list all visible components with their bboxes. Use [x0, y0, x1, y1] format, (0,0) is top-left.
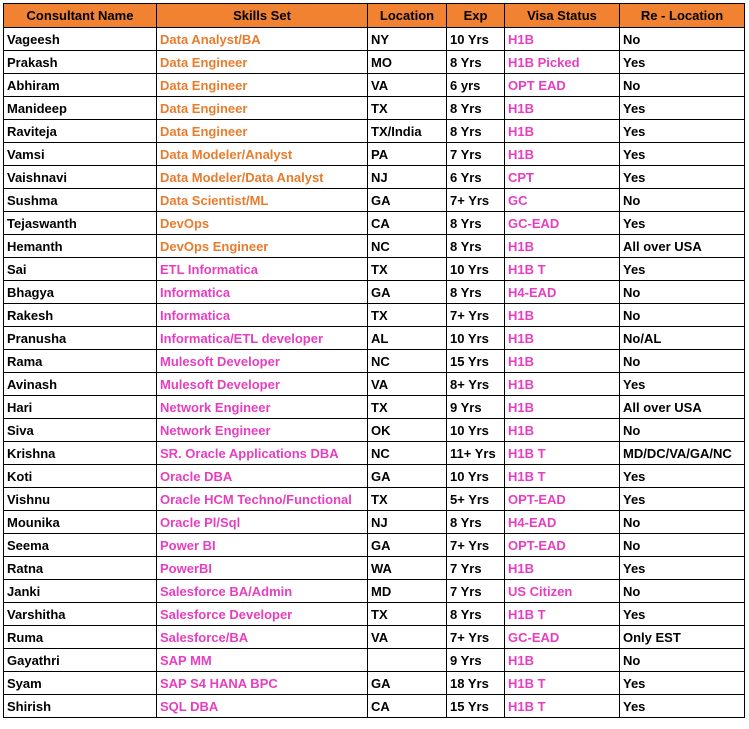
exp-cell[interactable]: 8+ Yrs	[447, 373, 505, 396]
table-row	[4, 51, 745, 74]
relocation-cell[interactable]: Yes	[620, 695, 745, 718]
relocation-cell[interactable]: Yes	[620, 166, 745, 189]
table-row	[4, 649, 745, 672]
table-row	[4, 304, 745, 327]
visa-status-cell[interactable]: H1B	[505, 350, 620, 373]
skill-cell[interactable]: Salesforce BA/Admin	[157, 580, 368, 603]
name-cell[interactable]: Rakesh	[4, 304, 157, 327]
name-cell[interactable]: Syam	[4, 672, 157, 695]
location-cell[interactable]: WA	[368, 557, 447, 580]
exp-cell[interactable]: 5+ Yrs	[447, 488, 505, 511]
table-row	[4, 557, 745, 580]
location-cell[interactable]: GA	[368, 465, 447, 488]
name-cell[interactable]: Gayathri	[4, 649, 157, 672]
header-consultant-name[interactable]: Consultant Name	[4, 4, 157, 28]
visa-status-cell[interactable]: H1B T	[505, 442, 620, 465]
skill-cell[interactable]: Oracle HCM Techno/Functional	[157, 488, 368, 511]
location-cell[interactable]: CA	[368, 695, 447, 718]
visa-status-cell[interactable]: GC-EAD	[505, 212, 620, 235]
table-row	[4, 212, 745, 235]
location-cell[interactable]: TX	[368, 97, 447, 120]
skill-cell[interactable]: DevOps Engineer	[157, 235, 368, 258]
header-row	[4, 4, 745, 28]
location-cell[interactable]: MD	[368, 580, 447, 603]
skill-cell[interactable]: Data Modeler/Analyst	[157, 143, 368, 166]
table-row	[4, 488, 745, 511]
location-cell[interactable]: CA	[368, 212, 447, 235]
exp-cell[interactable]: 8 Yrs	[447, 212, 505, 235]
location-cell[interactable]: NC	[368, 442, 447, 465]
skill-cell[interactable]: Salesforce/BA	[157, 626, 368, 649]
skill-cell[interactable]: Data Modeler/Data Analyst	[157, 166, 368, 189]
name-cell[interactable]: Pranusha	[4, 327, 157, 350]
header-visa-status[interactable]: Visa Status	[505, 4, 620, 28]
name-cell[interactable]: Manideep	[4, 97, 157, 120]
exp-cell[interactable]: 7 Yrs	[447, 557, 505, 580]
name-cell[interactable]: Siva	[4, 419, 157, 442]
relocation-cell[interactable]: Yes	[620, 51, 745, 74]
table-row	[4, 166, 745, 189]
table-row	[4, 350, 745, 373]
name-cell[interactable]: Raviteja	[4, 120, 157, 143]
name-cell[interactable]: Vamsi	[4, 143, 157, 166]
location-cell[interactable]: TX	[368, 488, 447, 511]
exp-cell[interactable]: 6 yrs	[447, 74, 505, 97]
name-cell[interactable]: Janki	[4, 580, 157, 603]
relocation-cell[interactable]: Yes	[620, 603, 745, 626]
location-cell[interactable]: PA	[368, 143, 447, 166]
location-cell[interactable]: MO	[368, 51, 447, 74]
exp-cell[interactable]: 7 Yrs	[447, 580, 505, 603]
skill-cell[interactable]: Informatica	[157, 304, 368, 327]
table-row	[4, 97, 745, 120]
relocation-cell[interactable]: No	[620, 511, 745, 534]
exp-cell[interactable]: 7+ Yrs	[447, 626, 505, 649]
visa-status-cell[interactable]: H1B T	[505, 465, 620, 488]
location-cell[interactable]: VA	[368, 74, 447, 97]
visa-status-cell[interactable]: US Citizen	[505, 580, 620, 603]
location-cell[interactable]: NJ	[368, 511, 447, 534]
table-row	[4, 626, 745, 649]
name-cell[interactable]: Seema	[4, 534, 157, 557]
name-cell[interactable]: Mounika	[4, 511, 157, 534]
exp-cell[interactable]: 10 Yrs	[447, 465, 505, 488]
name-cell[interactable]: Vageesh	[4, 28, 157, 51]
visa-status-cell[interactable]: GC	[505, 189, 620, 212]
relocation-cell[interactable]: All over USA	[620, 235, 745, 258]
visa-status-cell[interactable]: GC-EAD	[505, 626, 620, 649]
name-cell[interactable]: Vaishnavi	[4, 166, 157, 189]
name-cell[interactable]: Krishna	[4, 442, 157, 465]
skill-cell[interactable]: Mulesoft Developer	[157, 350, 368, 373]
visa-status-cell[interactable]: H1B	[505, 143, 620, 166]
header-exp[interactable]: Exp	[447, 4, 505, 28]
exp-cell[interactable]: 18 Yrs	[447, 672, 505, 695]
relocation-cell[interactable]: Yes	[620, 120, 745, 143]
exp-cell[interactable]: 8 Yrs	[447, 281, 505, 304]
name-cell[interactable]: Shirish	[4, 695, 157, 718]
table-row	[4, 580, 745, 603]
table-row	[4, 143, 745, 166]
exp-cell[interactable]: 9 Yrs	[447, 396, 505, 419]
exp-cell[interactable]: 8 Yrs	[447, 51, 505, 74]
visa-status-cell[interactable]: H1B	[505, 235, 620, 258]
visa-status-cell[interactable]: H4-EAD	[505, 281, 620, 304]
table-row	[4, 235, 745, 258]
skill-cell[interactable]: Data Engineer	[157, 51, 368, 74]
name-cell[interactable]: Sai	[4, 258, 157, 281]
skill-cell[interactable]: Informatica	[157, 281, 368, 304]
skill-cell[interactable]: Salesforce Developer	[157, 603, 368, 626]
relocation-cell[interactable]: Yes	[620, 465, 745, 488]
table-row	[4, 419, 745, 442]
exp-cell[interactable]: 10 Yrs	[447, 258, 505, 281]
table-body	[4, 28, 745, 718]
relocation-cell[interactable]: No/AL	[620, 327, 745, 350]
name-cell[interactable]: Abhiram	[4, 74, 157, 97]
relocation-cell[interactable]: No	[620, 281, 745, 304]
relocation-cell[interactable]: Yes	[620, 373, 745, 396]
skill-cell[interactable]: Informatica/ETL developer	[157, 327, 368, 350]
location-cell[interactable]: TX	[368, 603, 447, 626]
visa-status-cell[interactable]: H1B	[505, 327, 620, 350]
location-cell[interactable]: TX	[368, 396, 447, 419]
relocation-cell[interactable]: MD/DC/VA/GA/NC	[620, 442, 745, 465]
table-row	[4, 74, 745, 97]
visa-status-cell[interactable]: H1B	[505, 557, 620, 580]
table-row	[4, 442, 745, 465]
location-cell[interactable]: TX	[368, 304, 447, 327]
skill-cell[interactable]: SAP S4 HANA BPC	[157, 672, 368, 695]
location-cell[interactable]: GA	[368, 672, 447, 695]
exp-cell[interactable]: 10 Yrs	[447, 28, 505, 51]
name-cell[interactable]: Vishnu	[4, 488, 157, 511]
exp-cell[interactable]: 6 Yrs	[447, 166, 505, 189]
relocation-cell[interactable]: Yes	[620, 672, 745, 695]
visa-status-cell[interactable]: H1B T	[505, 672, 620, 695]
location-cell[interactable]: GA	[368, 189, 447, 212]
exp-cell[interactable]: 11+ Yrs	[447, 442, 505, 465]
name-cell[interactable]: Hari	[4, 396, 157, 419]
exp-cell[interactable]: 10 Yrs	[447, 419, 505, 442]
name-cell[interactable]: Koti	[4, 465, 157, 488]
table-row	[4, 672, 745, 695]
name-cell[interactable]: Ratna	[4, 557, 157, 580]
location-cell[interactable]: VA	[368, 373, 447, 396]
exp-cell[interactable]: 7+ Yrs	[447, 534, 505, 557]
location-cell[interactable]: TX	[368, 258, 447, 281]
skill-cell[interactable]: ETL Informatica	[157, 258, 368, 281]
header-location[interactable]: Location	[368, 4, 447, 28]
visa-status-cell[interactable]: H1B T	[505, 258, 620, 281]
relocation-cell[interactable]: No	[620, 189, 745, 212]
visa-status-cell[interactable]: H1B	[505, 649, 620, 672]
visa-status-cell[interactable]: OPT EAD	[505, 74, 620, 97]
visa-status-cell[interactable]: H4-EAD	[505, 511, 620, 534]
relocation-cell[interactable]: No	[620, 350, 745, 373]
visa-status-cell[interactable]: CPT	[505, 166, 620, 189]
skill-cell[interactable]: SAP MM	[157, 649, 368, 672]
relocation-cell[interactable]: No	[620, 419, 745, 442]
visa-status-cell[interactable]: H1B T	[505, 603, 620, 626]
relocation-cell[interactable]: Only EST	[620, 626, 745, 649]
skill-cell[interactable]: Mulesoft Developer	[157, 373, 368, 396]
name-cell[interactable]: Avinash	[4, 373, 157, 396]
name-cell[interactable]: Varshitha	[4, 603, 157, 626]
exp-cell[interactable]: 8 Yrs	[447, 511, 505, 534]
relocation-cell[interactable]: No	[620, 580, 745, 603]
relocation-cell[interactable]: Yes	[620, 97, 745, 120]
skill-cell[interactable]: PowerBI	[157, 557, 368, 580]
relocation-cell[interactable]: Yes	[620, 143, 745, 166]
exp-cell[interactable]: 15 Yrs	[447, 350, 505, 373]
visa-status-cell[interactable]: H1B	[505, 28, 620, 51]
location-cell[interactable]: GA	[368, 281, 447, 304]
exp-cell[interactable]: 7 Yrs	[447, 143, 505, 166]
relocation-cell[interactable]: No	[620, 74, 745, 97]
visa-status-cell[interactable]: H1B	[505, 396, 620, 419]
exp-cell[interactable]: 8 Yrs	[447, 97, 505, 120]
relocation-cell[interactable]: No	[620, 28, 745, 51]
table-row	[4, 511, 745, 534]
visa-status-cell[interactable]: H1B	[505, 304, 620, 327]
location-cell[interactable]: NC	[368, 235, 447, 258]
exp-cell[interactable]: 7+ Yrs	[447, 189, 505, 212]
table-row	[4, 695, 745, 718]
visa-status-cell[interactable]: H1B	[505, 97, 620, 120]
table-row	[4, 281, 745, 304]
skill-cell[interactable]: SR. Oracle Applications DBA	[157, 442, 368, 465]
skill-cell[interactable]: Network Engineer	[157, 396, 368, 419]
name-cell[interactable]: Ruma	[4, 626, 157, 649]
location-cell[interactable]: AL	[368, 327, 447, 350]
visa-status-cell[interactable]: H1B	[505, 373, 620, 396]
skill-cell[interactable]: Power BI	[157, 534, 368, 557]
table-row	[4, 120, 745, 143]
table-row	[4, 28, 745, 51]
table-row	[4, 258, 745, 281]
location-cell[interactable]: OK	[368, 419, 447, 442]
visa-status-cell[interactable]: H1B	[505, 419, 620, 442]
table-row	[4, 534, 745, 557]
name-cell[interactable]: Prakash	[4, 51, 157, 74]
skill-cell[interactable]: Network Engineer	[157, 419, 368, 442]
exp-cell[interactable]: 10 Yrs	[447, 327, 505, 350]
visa-status-cell[interactable]: H1B T	[505, 695, 620, 718]
exp-cell[interactable]: 7+ Yrs	[447, 304, 505, 327]
table-row	[4, 396, 745, 419]
table-row	[4, 603, 745, 626]
skill-cell[interactable]: SQL DBA	[157, 695, 368, 718]
skill-cell[interactable]: Oracle DBA	[157, 465, 368, 488]
relocation-cell[interactable]: No	[620, 534, 745, 557]
name-cell[interactable]: Hemanth	[4, 235, 157, 258]
skill-cell[interactable]: Data Engineer	[157, 74, 368, 97]
location-cell[interactable]: NJ	[368, 166, 447, 189]
consultant-table	[3, 3, 745, 718]
relocation-cell[interactable]: Yes	[620, 488, 745, 511]
relocation-cell[interactable]: Yes	[620, 557, 745, 580]
relocation-cell[interactable]: All over USA	[620, 396, 745, 419]
location-cell[interactable]: NY	[368, 28, 447, 51]
location-cell[interactable]: VA	[368, 626, 447, 649]
name-cell[interactable]: Sushma	[4, 189, 157, 212]
relocation-cell[interactable]: No	[620, 304, 745, 327]
exp-cell[interactable]: 8 Yrs	[447, 120, 505, 143]
table-row	[4, 327, 745, 350]
skill-cell[interactable]: Oracle Pl/Sql	[157, 511, 368, 534]
name-cell[interactable]: Bhagya	[4, 281, 157, 304]
skill-cell[interactable]: Data Analyst/BA	[157, 28, 368, 51]
name-cell[interactable]: Tejaswanth	[4, 212, 157, 235]
exp-cell[interactable]: 8 Yrs	[447, 235, 505, 258]
skill-cell[interactable]: DevOps	[157, 212, 368, 235]
location-cell[interactable]: GA	[368, 534, 447, 557]
relocation-cell[interactable]: Yes	[620, 212, 745, 235]
table-row	[4, 465, 745, 488]
skill-cell[interactable]: Data Engineer	[157, 120, 368, 143]
name-cell[interactable]: Rama	[4, 350, 157, 373]
relocation-cell[interactable]: No	[620, 649, 745, 672]
skill-cell[interactable]: Data Scientist/ML	[157, 189, 368, 212]
visa-status-cell[interactable]: OPT-EAD	[505, 534, 620, 557]
header-skills-set[interactable]: Skills Set	[157, 4, 368, 28]
exp-cell[interactable]: 8 Yrs	[447, 603, 505, 626]
location-cell[interactable]: NC	[368, 350, 447, 373]
table-row	[4, 189, 745, 212]
location-cell[interactable]	[368, 649, 447, 672]
visa-status-cell[interactable]: H1B	[505, 120, 620, 143]
visa-status-cell[interactable]: OPT-EAD	[505, 488, 620, 511]
exp-cell[interactable]: 15 Yrs	[447, 695, 505, 718]
visa-status-cell[interactable]: H1B Picked	[505, 51, 620, 74]
header-relocation[interactable]: Re - Location	[620, 4, 745, 28]
exp-cell[interactable]: 9 Yrs	[447, 649, 505, 672]
skill-cell[interactable]: Data Engineer	[157, 97, 368, 120]
table-row	[4, 373, 745, 396]
relocation-cell[interactable]: Yes	[620, 258, 745, 281]
location-cell[interactable]: TX/India	[368, 120, 447, 143]
